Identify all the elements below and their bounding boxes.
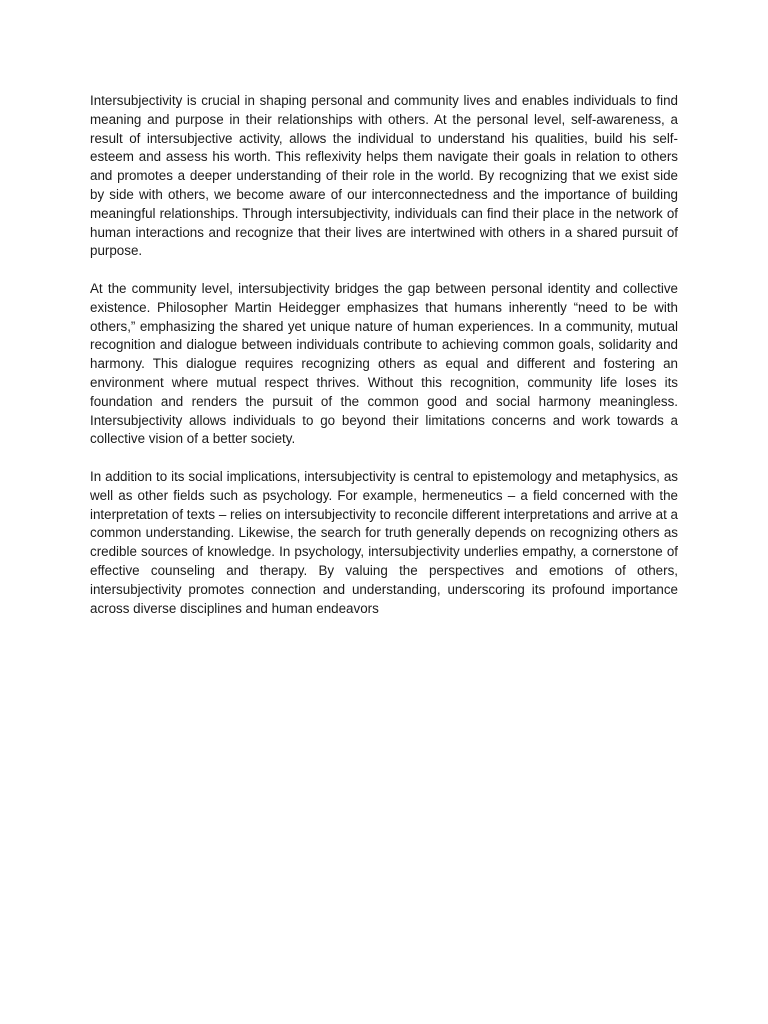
paragraph-community-level: At the community level, intersubjectivity bridges the gap between personal identity and collective existence. Philosopher Martin Heidegger emphasizes that humans inherently “need to be with others,” emphasizing the shared yet unique nature of human experiences. In a community, mutual recognition and dialogue between individuals contribute to achieving common goals, solidarity and harmony. This dialogue requires recognizing others as equal and different and fostering an environment where mutual respect thrives. Without this recognition, community life loses its foundation and renders the pursuit of the common good and social harmony meaningless. Intersubjectivity allows individuals to go beyond their limitations concerns and work towards a collective vision of a better society. — [90, 280, 678, 447]
paragraph-personal-level: Intersubjectivity is crucial in shaping personal and community lives and enables individuals to find meaning and purpose in their relationships with others. At the personal level, self-awareness, a result of intersubjective activity, allows the individual to understand his qualities, build his self-esteem and assess his worth. This reflexivity helps them navigate their goals in relation to others and promotes a deeper understanding of their role in the world. By recognizing that we exist side by side with others, we become aware of our interconnectedness and the importance of building meaningful relationships. Through intersubjectivity, individuals can find their place in the network of human interactions and recognize that their lives are intertwined with others in a shared pursuit of purpose. — [90, 93, 678, 259]
document-body — [90, 92, 678, 618]
paragraph-epistemology: In addition to its social implications, intersubjectivity is central to epistemology and metaphysics, as well as other fields such as psychology. For example, hermeneutics – a field concerned with the interpretation of texts – relies on intersubjectivity to reconcile different interpretations and arrive at a common understanding. Likewise, the search for truth generally depends on recognizing others as credible sources of knowledge. In psychology, intersubjectivity underlies empathy, a cornerstone of effective counseling and therapy. By valuing the perspectives and emotions of others, intersubjectivity promotes connection and understanding, underscoring its profound importance across diverse disciplines and human endeavors — [90, 468, 678, 616]
